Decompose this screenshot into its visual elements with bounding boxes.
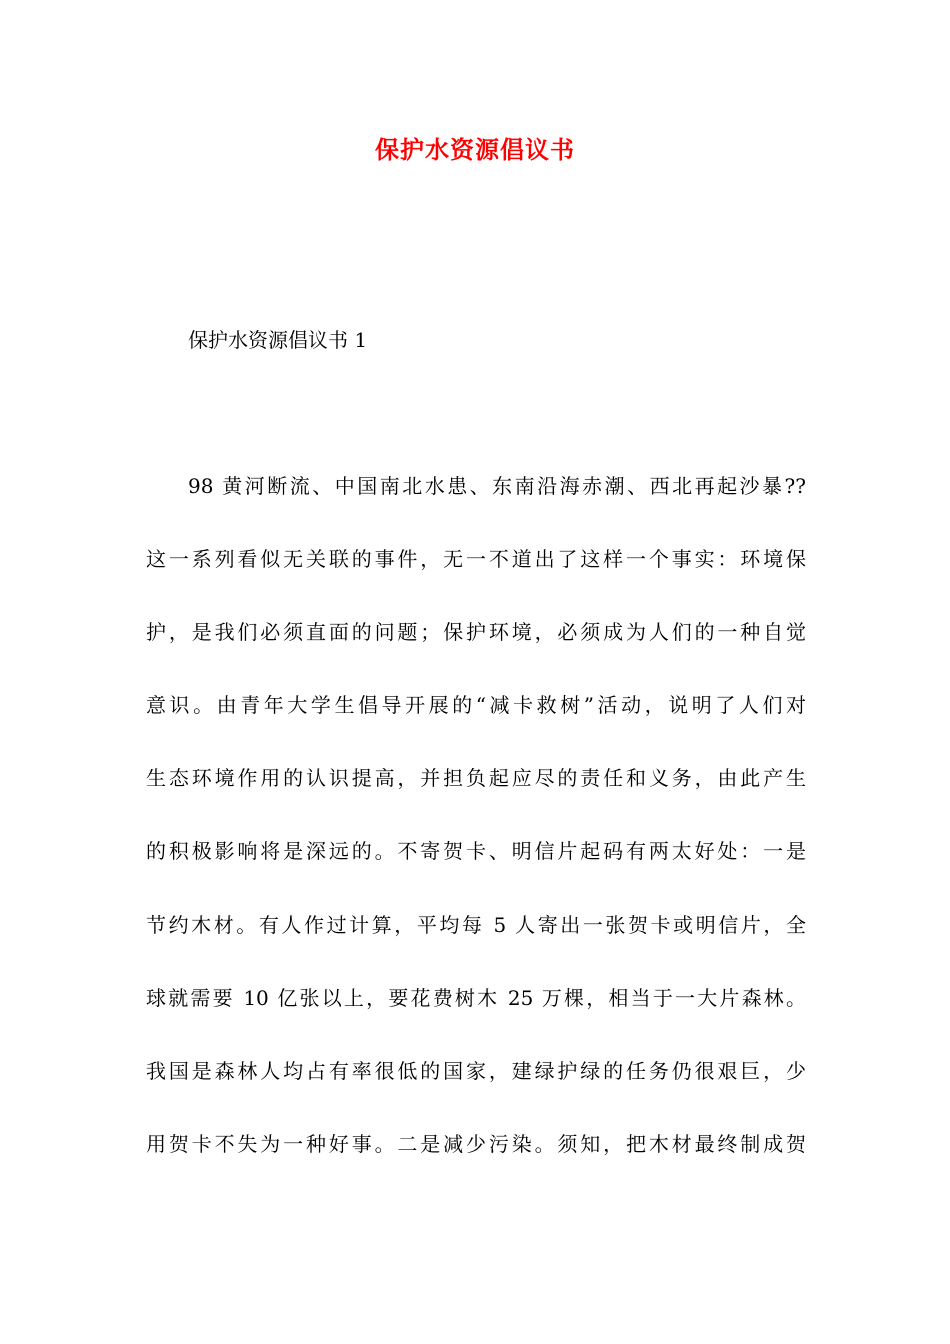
body-line: 用贺卡不失为一种好事。二是减少污染。须知，把木材最终制成贺 xyxy=(146,1131,806,1156)
body-line: 节约木材。有人作过计算，平均每 5 人寄出一张贺卡或明信片，全 xyxy=(146,912,806,937)
body-line: 球就需要 10 亿张以上，要花费树木 25 万棵，相当于一大片森林。 xyxy=(146,985,806,1010)
document-title: 保护水资源倡议书 xyxy=(375,135,575,164)
body-line: 我国是森林人均占有率很低的国家，建绿护绿的任务仍很艰巨，少 xyxy=(146,1058,806,1083)
body-line: 这一系列看似无关联的事件，无一不道出了这样一个事实：环境保 xyxy=(146,547,806,572)
body-paragraph xyxy=(146,466,806,1197)
body-line: 98 黄河断流、中国南北水患、东南沿海赤潮、西北再起沙暴?? xyxy=(188,474,806,498)
section-heading: 保护水资源倡议书 1 xyxy=(188,328,368,352)
body-line: 生态环境作用的认识提高，并担负起应尽的责任和义务，由此产生 xyxy=(146,766,806,791)
body-line: 意识。由青年大学生倡导开展的“减卡救树”活动，说明了人们对 xyxy=(146,693,806,718)
body-line: 的积极影响将是深远的。不寄贺卡、明信片起码有两太好处：一是 xyxy=(146,839,806,864)
body-line: 护，是我们必须直面的问题；保护环境，必须成为人们的一种自觉 xyxy=(146,620,806,645)
